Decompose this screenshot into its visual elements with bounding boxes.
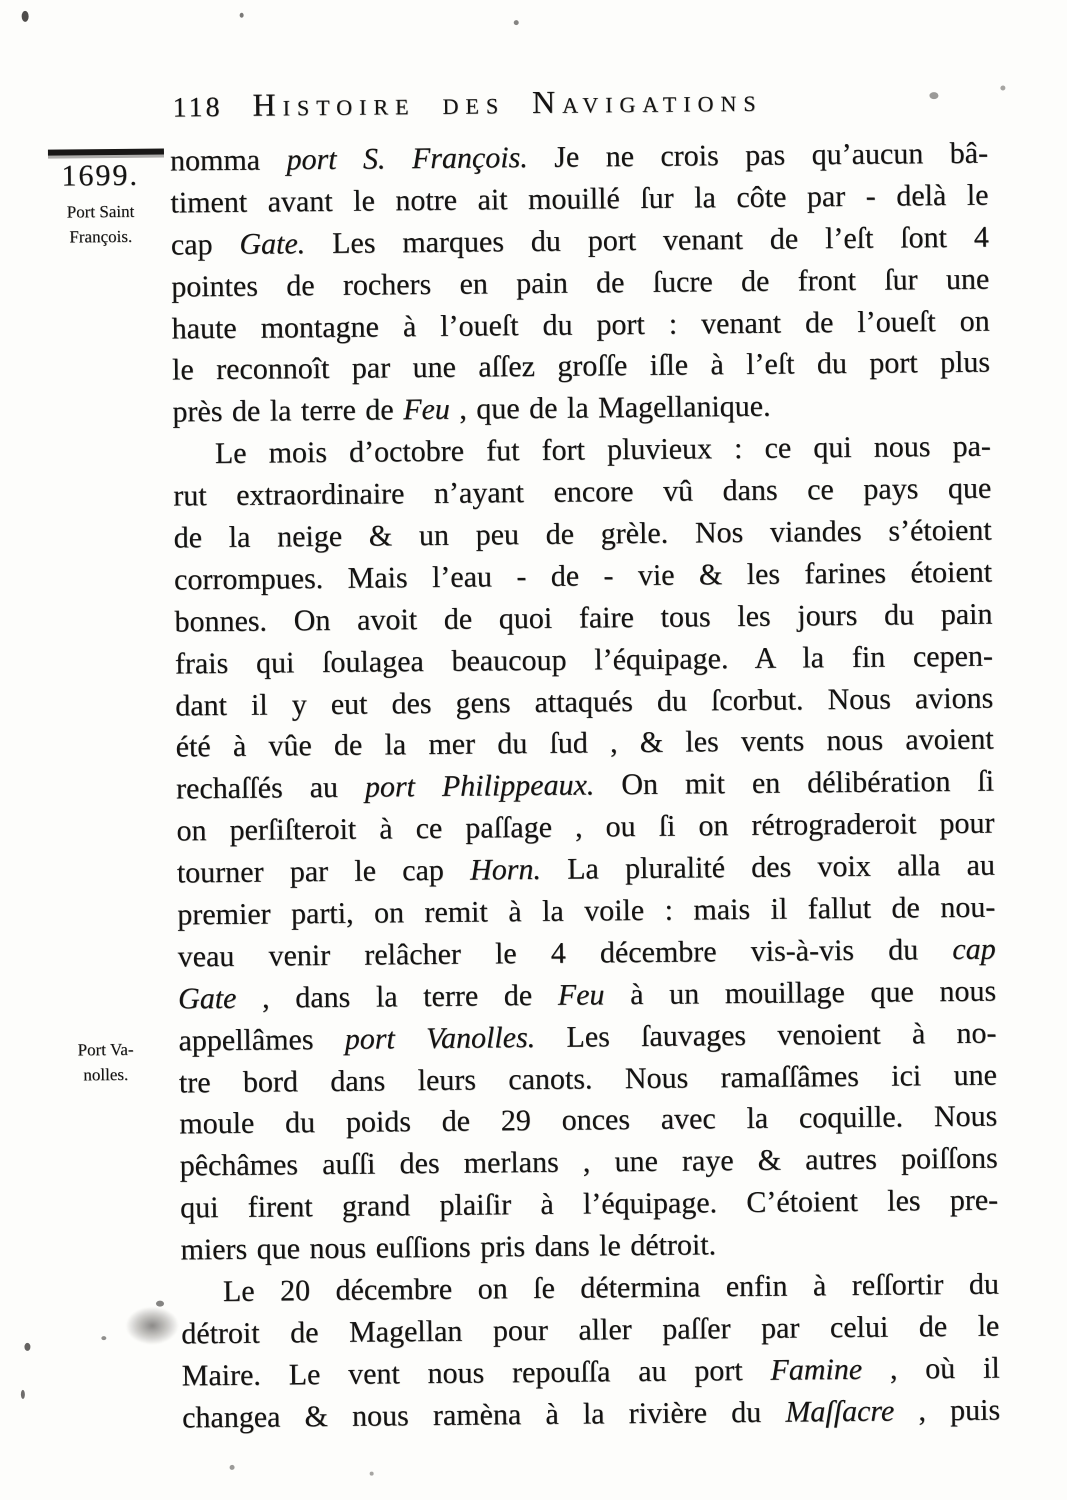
roman-text: tourner par le cap bbox=[176, 853, 471, 890]
text-line bbox=[182, 1389, 1000, 1439]
text-line bbox=[171, 216, 989, 266]
roman-text: Je ne crois pas qu’aucun bâ- bbox=[527, 136, 989, 175]
scan-speck bbox=[1000, 85, 1005, 90]
margin-note-port-vanolles bbox=[35, 1036, 175, 1087]
margin-rule bbox=[48, 149, 164, 156]
roman-text: veau venir relâcher le 4 décembre vis-à-vis du bbox=[177, 932, 953, 974]
margin-note-line: nolles. bbox=[83, 1064, 129, 1085]
text-line bbox=[175, 635, 993, 685]
roman-text: Le 20 décembre on ſe détermina enfin à reſſortir du bbox=[222, 1267, 1000, 1309]
roman-text: Les marques du port venant de l’eſt ſont 4 bbox=[305, 220, 989, 260]
roman-text: , que de la Magellanique. bbox=[449, 390, 771, 427]
text-line bbox=[178, 970, 996, 1020]
margin-note-port-saint-francois bbox=[30, 198, 170, 249]
running-head bbox=[172, 80, 990, 125]
roman-text: La pluralité des voix alla au bbox=[540, 848, 996, 887]
roman-text: cap bbox=[170, 227, 240, 262]
margin-year: 1699. bbox=[61, 158, 140, 193]
italic-text: Gate. bbox=[239, 226, 306, 261]
italic-text: Maſſacre bbox=[785, 1394, 895, 1429]
roman-text: détroit de Magellan pour aller paſſer par celui de le bbox=[181, 1309, 1000, 1351]
roman-text: changea & nous ramèna à la rivière du bbox=[181, 1395, 786, 1435]
scan-speck bbox=[101, 1336, 106, 1340]
text-line bbox=[180, 1180, 998, 1230]
roman-text: rechaſſés au bbox=[175, 770, 366, 806]
scan-speck bbox=[230, 1465, 235, 1470]
roman-text: rut extraordinaire n’ayant encore vû dans ce pays que bbox=[173, 471, 992, 513]
roman-text: pêchâmes auſſi des merlans , une raye & autres poiſſons bbox=[179, 1141, 998, 1183]
italic-text: Feu bbox=[403, 393, 450, 427]
roman-text: dant il y eut des gens attaqués du ſcorbut. Nous avions bbox=[175, 681, 994, 723]
roman-text: qui firent grand plaiſir à l’équipage. C’étoient les pre- bbox=[179, 1183, 999, 1225]
scan-speck bbox=[21, 1390, 25, 1399]
roman-text: frais qui ſoulagea beaucoup l’équipage. A la fin cepen- bbox=[174, 639, 993, 681]
page-number: 118 bbox=[172, 91, 223, 124]
margin-note-line: Port Va- bbox=[77, 1039, 134, 1060]
roman-text: On mit en délibération ſi bbox=[594, 764, 995, 802]
italic-text: port S. François. bbox=[286, 141, 528, 177]
text-line bbox=[178, 1012, 996, 1062]
roman-text: moule du poids de 29 onces avec la coquille. Nous bbox=[179, 1100, 998, 1141]
text-line bbox=[182, 1347, 1000, 1397]
ink-smudge bbox=[124, 1305, 180, 1346]
scan-speck bbox=[929, 92, 938, 99]
margin-note-line: François. bbox=[69, 226, 133, 247]
roman-text: , puis bbox=[894, 1393, 1001, 1428]
italic-text: Gate bbox=[177, 981, 237, 1016]
roman-text: pointes de rochers en pain de ſucre de front ſur une bbox=[171, 262, 990, 304]
page-title: Histoire des Navigations bbox=[252, 81, 763, 123]
roman-text: , où il bbox=[861, 1351, 1000, 1386]
roman-text: miers que nous euſſions pris dans le détroit. bbox=[180, 1228, 717, 1267]
roman-text: tre bord dans leurs canots. Nous ramaſſâmes ici une bbox=[178, 1058, 998, 1100]
roman-text: on perſiſteroit à ce paſſage , ou ſi on rétrograderoit pour bbox=[176, 806, 995, 848]
italic-text: cap bbox=[952, 932, 996, 966]
text-line bbox=[171, 258, 989, 308]
roman-text: le reconnoît par une aſſez groſſe iſle à l’eſt du port plus bbox=[171, 346, 991, 387]
margin-note-line: Port Saint bbox=[66, 201, 135, 222]
paragraph bbox=[170, 133, 991, 434]
roman-text: bonnes. On avoit de quoi faire tous les jours du pain bbox=[174, 597, 993, 639]
roman-text: près de la terre de bbox=[172, 393, 404, 429]
roman-text: nomma bbox=[169, 143, 287, 178]
scan-speck bbox=[240, 13, 244, 18]
roman-text: Maire. Le vent nous repouſſa au port bbox=[181, 1353, 771, 1393]
roman-text: Le mois d’octobre fut fort pluvieux : ce qui nous pa- bbox=[214, 429, 991, 471]
paragraph bbox=[181, 1264, 1001, 1439]
roman-text: à un mouillage que nous bbox=[604, 974, 997, 1012]
scan-speck bbox=[24, 1343, 30, 1351]
italic-text: Horn. bbox=[469, 853, 542, 887]
italic-text: Feu bbox=[557, 978, 605, 1012]
scan-speck bbox=[22, 11, 29, 22]
roman-text: premier parti, on remit à la voile : mais il fallut de nou- bbox=[177, 890, 996, 932]
roman-text: de la neige & un peu de grèle. Nos viandes s’étoient bbox=[173, 513, 992, 555]
italic-text: port Philippeaux. bbox=[364, 768, 595, 804]
roman-text: été à vûe de la mer du ſud , & les vents nous avoient bbox=[175, 723, 994, 764]
scan-speck bbox=[156, 1301, 164, 1307]
roman-text: haute montagne à l’oueſt du port : venant de l’oueſt on bbox=[171, 304, 990, 346]
text-line bbox=[172, 342, 990, 392]
paragraph bbox=[173, 426, 999, 1272]
scan-speck bbox=[514, 20, 519, 25]
italic-text: port Vanolles. bbox=[344, 1020, 536, 1056]
roman-text: , dans la terre de bbox=[236, 978, 558, 1015]
roman-text: appellâmes bbox=[178, 1022, 345, 1058]
roman-text: timent avant le notre ait mouillé ſur la côte par - delà le bbox=[170, 178, 989, 220]
scan-speck bbox=[370, 1472, 374, 1476]
italic-text: Famine bbox=[770, 1352, 863, 1387]
body-text bbox=[170, 133, 1000, 1439]
text-line bbox=[174, 593, 992, 643]
roman-text: corrompues. Mais l’eau - de - vie & les farines étoient bbox=[173, 555, 993, 597]
roman-text: Les ſauvages venoient à no- bbox=[535, 1016, 997, 1054]
